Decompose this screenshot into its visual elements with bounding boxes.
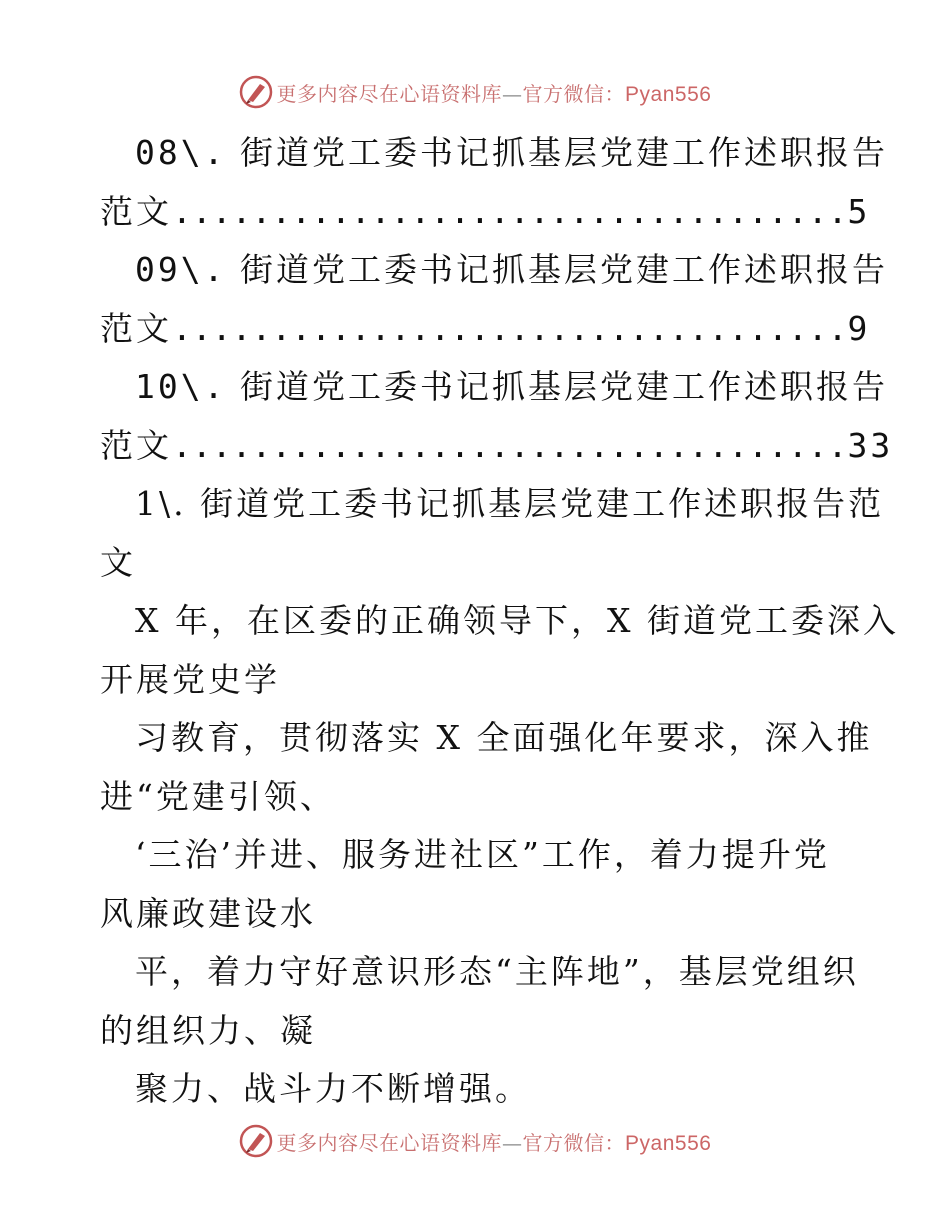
body-line: 平，着力守好意识形态“主阵地”，基层党组织 (135, 952, 859, 991)
body-line: 习教育，贯彻落实 X 全面强化年要求，深入推 (135, 718, 873, 757)
footer-official-text: 官方微信： (522, 1130, 626, 1155)
header-official-text: 官方微信： (522, 81, 626, 106)
footer-text (277, 1127, 712, 1156)
toc-tail: 范文 (100, 425, 172, 465)
header-site-text: 更多内容尽在心语资料库 (276, 81, 503, 106)
footer-wechat-id: Pyan556 (625, 1131, 712, 1155)
toc-leader-dots: .................................. (172, 425, 848, 465)
toc-leader-dots: .................................. (172, 308, 848, 348)
toc-item-08-cont[interactable] (100, 183, 871, 242)
toc-item-09[interactable] (100, 241, 888, 300)
toc-leader-dots: .................................. (172, 191, 848, 231)
footer-banner (0, 1121, 950, 1161)
body-line: X 年，在区委的正确领导下，X 街道党工委深入 (135, 601, 899, 640)
toc-tail: 范文 (100, 191, 172, 231)
toc-item-10[interactable] (100, 358, 888, 417)
toc-number: 10\. (135, 367, 227, 406)
footer-site-text: 更多内容尽在心语资料库 (276, 1130, 503, 1155)
pen-nib-logo-icon (239, 75, 273, 109)
toc-item-09-cont[interactable] (100, 300, 871, 359)
toc-page-number: 33 (847, 425, 894, 465)
header-text (277, 78, 712, 107)
body-line: 风廉政建设水 (100, 893, 316, 933)
toc-item-08[interactable] (100, 124, 888, 183)
document-content (100, 124, 899, 1119)
toc-page-number: 9 (847, 308, 871, 348)
header-wechat-id: Pyan556 (625, 82, 712, 106)
footer-separator: — (502, 1130, 523, 1155)
body-line: 聚力、战斗力不断增强。 (135, 1069, 531, 1108)
toc-number: 09\. (135, 250, 227, 289)
section-heading-cont: 文 (100, 542, 136, 582)
toc-page-number: 5 (847, 191, 871, 231)
body-line: 的组织力、凝 (100, 1010, 316, 1050)
header-separator: — (502, 81, 523, 106)
body-line: 开展党史学 (100, 659, 280, 699)
section-heading: 1\. 街道党工委书记抓基层党建工作述职报告范 (135, 484, 885, 523)
body-line: ‘三治’并进、服务进社区”工作，着力提升党 (135, 835, 830, 874)
toc-title: 街道党工委书记抓基层党建工作述职报告 (239, 250, 888, 289)
toc-title: 街道党工委书记抓基层党建工作述职报告 (239, 133, 888, 172)
toc-title: 街道党工委书记抓基层党建工作述职报告 (239, 367, 888, 406)
header-banner (0, 72, 950, 112)
pen-nib-logo-icon (239, 1124, 273, 1158)
toc-item-10-cont[interactable] (100, 417, 894, 476)
body-line: 进“党建引领、 (100, 776, 336, 816)
toc-tail: 范文 (100, 308, 172, 348)
toc-number: 08\. (135, 133, 227, 172)
